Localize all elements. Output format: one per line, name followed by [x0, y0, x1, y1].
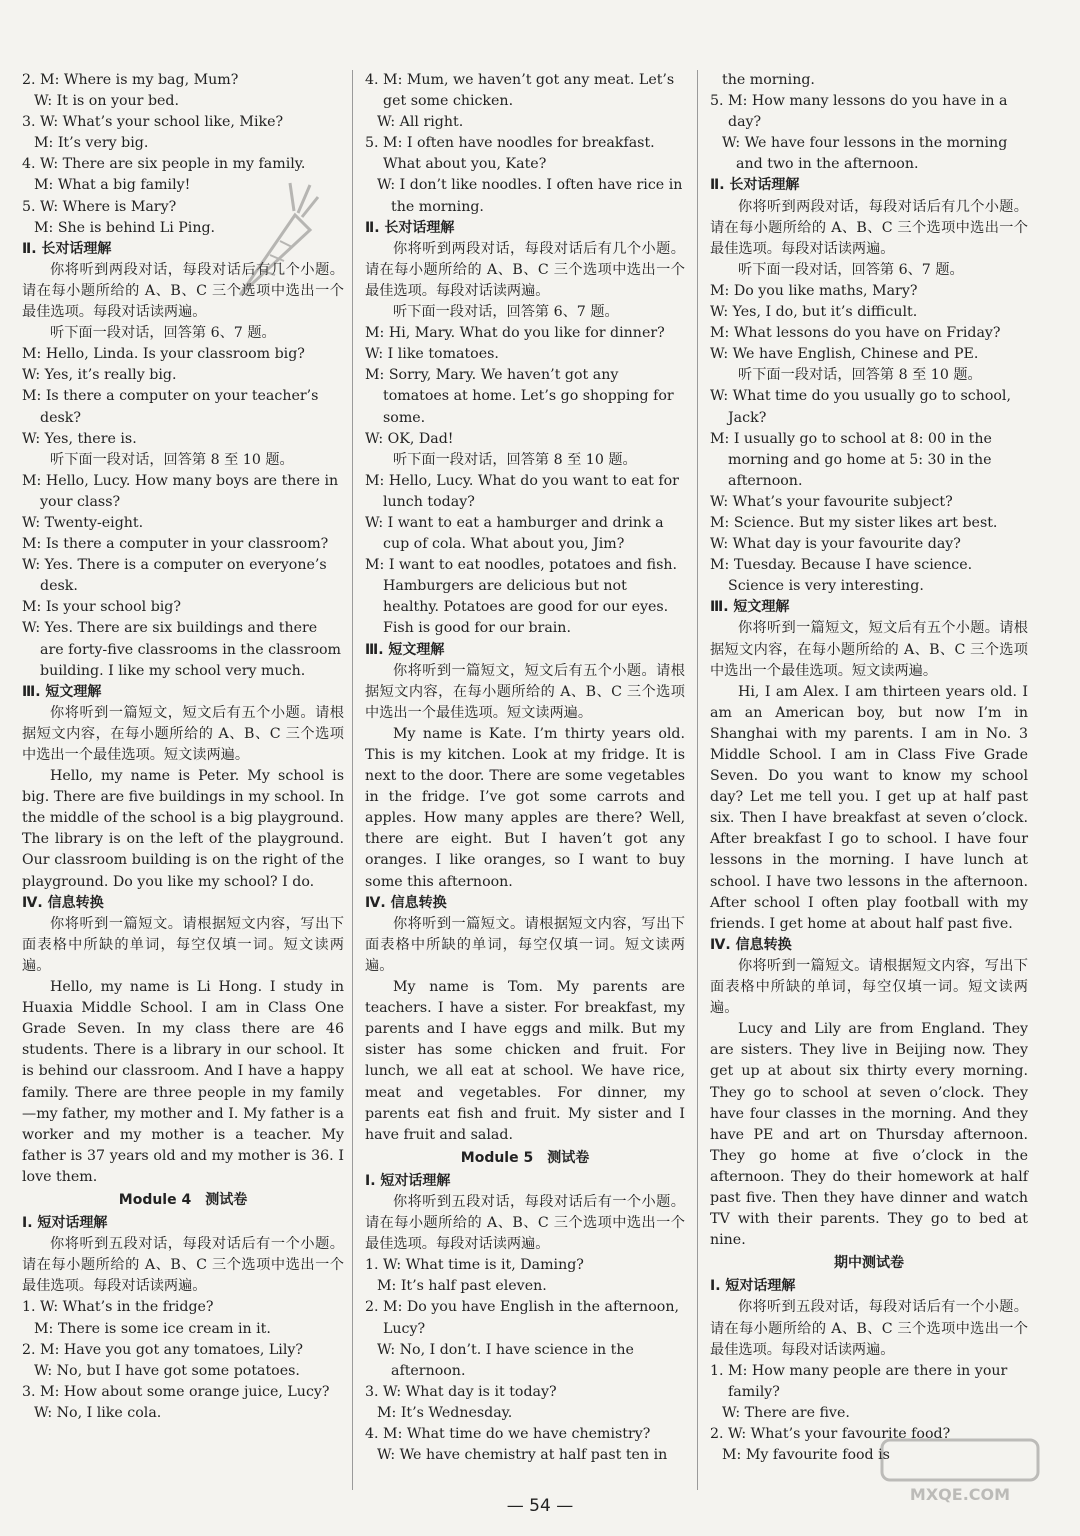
- section-heading: Ⅱ. 长对话理解: [22, 240, 112, 257]
- section-heading: Ⅰ. 短对话理解: [22, 1215, 108, 1232]
- text-line: W: Yes. There is a computer on everyone’s desk.: [22, 557, 327, 595]
- text-line: W: No, but I have got some potatoes.: [34, 1362, 300, 1379]
- section-heading: Ⅳ. 信息转换: [365, 894, 447, 911]
- text-line: W: We have English, Chinese and PE.: [710, 346, 979, 363]
- text-line: W: We have four lessons in the morning and two in the afternoon.: [722, 135, 1008, 173]
- text-line: 3. M: How about some orange juice, Lucy?: [22, 1383, 330, 1400]
- text-line: 你将听到五段对话，每段对话后有一个小题。请在每小题所给的 A、B、C 三个选项中选出一个最佳选项。每段对话读两遍。: [365, 1193, 685, 1253]
- text-line: 你将听到一篇短文。请根据短文内容，写出下面表格中所缺的单词，每空仅填一词。短文读两遍。: [710, 957, 1028, 1017]
- column-divider: [352, 70, 353, 1490]
- text-line: W: Yes, it’s really big.: [22, 367, 177, 384]
- text-line: 2. M: Do you have English in the afternoon, Lucy?: [365, 1299, 679, 1337]
- text-line: M: Tuesday. Because I have science. Science is very interesting.: [710, 557, 973, 595]
- text-line: 听下面一段对话，回答第 8 至 10 题。: [50, 451, 294, 468]
- text-line: M: I want to eat noodles, potatoes and fish. Hamburgers are delicious but not healthy. Potatoes are good for our eyes. Fish is good for our brain.: [365, 557, 678, 637]
- text-line: W: No, I don’t. I have science in the afternoon.: [377, 1341, 634, 1379]
- section-heading: Ⅳ. 信息转换: [22, 894, 104, 911]
- text-line: 听下面一段对话，回答第 8 至 10 题。: [393, 451, 637, 468]
- text-line: W: What’s your favourite subject?: [710, 493, 953, 510]
- text-line: W: All right.: [377, 114, 464, 131]
- text-line: W: Yes. There are six buildings and there are forty-five classrooms in the classroom building. I like my school very much.: [22, 620, 341, 679]
- text-line: 听下面一段对话，回答第 6、7 题。: [393, 304, 619, 321]
- text-line: M: I usually go to school at 8: 00 in the morning and go home at 5: 30 in the afternoon.: [710, 430, 992, 489]
- text-line: 2. M: Where is my bag, Mum?: [22, 72, 239, 88]
- text-line: Lucy and Lily are from England. They are sisters. They live in Beijing now. They get up at about six thirty every morning. They go to school at seven o’clock. They have four classes in the morning. And they have PE and art on Thursday afternoon. They go home at five o’clock in the afternoon. They do their homework at half past five. Then they have dinner and watch TV with their parents. They go to bed at nine.: [710, 1021, 1028, 1249]
- text-line: M: It’s very big.: [34, 135, 149, 152]
- text-line: W: There are five.: [722, 1404, 850, 1421]
- site-watermark-logo: [880, 1436, 1040, 1506]
- text-line: 3. W: What day is it today?: [365, 1383, 557, 1400]
- text-line: 你将听到一篇短文，短文后有五个小题。请根据短文内容，在每小题所给的 A、B、C 三个选项中选出一个最佳选项。短文读两遍。: [22, 704, 344, 763]
- text-line: Hello, my name is Peter. My school is big. There are five buildings in my school. In the middle of the school is a big playground. The library is on the left of the playground. Our classroom building is on the right of the playground. Do you like my school? I do.: [22, 768, 344, 890]
- section-heading: Ⅲ. 短文理解: [365, 641, 445, 658]
- text-line: Hello, my name is Li Hong. I study in Huaxia Middle School. I am in Class One Grade Seven. In my class there are 46 students. There is a library in our school. It is behind our classroom. And I have a happy family. There are three people in my family—my father, my mother and I. My father is a worker and my mother is a teacher. My father is 37 years old and my mother is 36. I love them.: [22, 979, 344, 1185]
- text-line: 1. M: How many people are there in your family?: [710, 1362, 1008, 1400]
- section-heading: Ⅱ. 长对话理解: [710, 177, 800, 194]
- text-line: 你将听到两段对话，每段对话后有几个小题。请在每小题所给的 A、B、C 三个选项中选出一个最佳选项。每段对话读两遍。: [710, 198, 1028, 257]
- section-heading: Ⅰ. 短对话理解: [365, 1172, 451, 1189]
- text-line: M: Do you like maths, Mary?: [710, 282, 918, 299]
- text-line: W: It is on your bed.: [34, 93, 180, 110]
- section-heading: Ⅲ. 短文理解: [22, 683, 102, 700]
- text-line: M: What a big family!: [34, 177, 191, 194]
- text-line: M: Hello, Lucy. How many boys are there in your class?: [22, 472, 339, 510]
- module-title: Module 4 测试卷: [118, 1191, 248, 1208]
- text-line: Hi, I am Alex. I am thirteen years old. I am an American boy, but now I’m in Shanghai with my parents. I am in No. 3 Middle School. I am in Class Five Grade Seven. Do you want to know my school day? Let me tell you. I get up at half past six. Then I have breakfast at seven o’clock. After breakfast I go to school. I have four lessons in the morning. I have lunch at school. I have two lessons in the afternoon. After school I often play football with my friends. I get home at about half past five.: [710, 683, 1028, 932]
- text-line: 你将听到一篇短文。请根据短文内容，写出下面表格中所缺的单词，每空仅填一词。短文读两遍。: [365, 915, 685, 974]
- text-line: My name is Kate. I’m thirty years old. This is my kitchen. Look at my fridge. It is next to the door. There are some vegetables in the fridge. I’ve got some carrots and apples. How many apples are there? Well, there are eight. But I haven’t got any oranges. I like oranges, so I want to buy some this afternoon.: [365, 725, 685, 890]
- text-line: 你将听到五段对话，每段对话后有一个小题。请在每小题所给的 A、B、C 三个选项中选出一个最佳选项。每段对话读两遍。: [710, 1299, 1028, 1358]
- text-line: My name is Tom. My parents are teachers. I have a sister. For breakfast, my parents and I have eggs and milk. But my sister has some chicken and fruit. For lunch, we all eat at school. We have rice, meat and vegetables. For dinner, my parents eat fish and fruit. My sister and I have fruit and salad.: [365, 979, 685, 1143]
- text-line: 你将听到一篇短文。请根据短文内容，写出下面表格中所缺的单词，每空仅填一词。短文读两遍。: [22, 915, 344, 974]
- text-line: 5. W: Where is Mary?: [22, 198, 177, 215]
- text-line: 听下面一段对话，回答第 8 至 10 题。: [738, 367, 982, 384]
- section-heading: Ⅱ. 长对话理解: [365, 219, 455, 236]
- text-line: W: I want to eat a hamburger and drink a cup of cola. What about you, Jim?: [365, 514, 664, 553]
- section-heading: Ⅲ. 短文理解: [710, 599, 790, 616]
- text-line: W: Yes, I do, but it’s difficult.: [710, 304, 918, 321]
- section-heading: Ⅳ. 信息转换: [710, 936, 792, 953]
- text-line: 你将听到两段对话，每段对话后有几个小题。请在每小题所给的 A、B、C 三个选项中选出一个最佳选项。每段对话读两遍。: [22, 261, 344, 321]
- text-line: W: What day is your favourite day?: [710, 536, 961, 553]
- text-line: W: Twenty-eight.: [22, 514, 144, 531]
- text-line: M: Sorry, Mary. We haven’t got any tomatoes at home. Let’s go shopping for some.: [365, 367, 674, 426]
- carrot-watermark-icon: [220, 175, 320, 305]
- column-divider: [697, 70, 698, 1490]
- text-line: W: I don’t like noodles. I often have rice in the morning.: [377, 177, 683, 215]
- module-title: 期中测试卷: [834, 1255, 904, 1272]
- text-line: 你将听到五段对话，每段对话后有一个小题。请在每小题所给的 A、B、C 三个选项中选出一个最佳选项。每段对话读两遍。: [22, 1236, 344, 1295]
- text-line: 听下面一段对话，回答第 6、7 题。: [738, 261, 964, 278]
- svg-text:MXQE.COM: MXQE.COM: [909, 1485, 1011, 1504]
- text-line: 4. W: There are six people in my family.: [22, 156, 306, 173]
- text-line: M: Hello, Linda. Is your classroom big?: [22, 346, 305, 363]
- text-line: 2. W: What’s your favourite food?: [710, 1426, 951, 1442]
- text-line: W: I like tomatoes.: [365, 346, 499, 363]
- text-line: W: No, I like cola.: [34, 1404, 162, 1421]
- text-line: 你将听到两段对话，每段对话后有几个小题。请在每小题所给的 A、B、C 三个选项中选出一个最佳选项。每段对话读两遍。: [365, 240, 685, 299]
- text-line: M: It’s Wednesday.: [377, 1404, 513, 1421]
- text-line: 5. M: I often have noodles for breakfast. What about you, Kate?: [365, 135, 655, 173]
- text-line: W: What time do you usually go to school, Jack?: [710, 388, 1011, 426]
- text-line: M: Hi, Mary. What do you like for dinner?: [365, 325, 665, 342]
- text-line: 3. W: What’s your school like, Mike?: [22, 114, 284, 131]
- text-line: 4. M: Mum, we haven’t got any meat. Let’s get some chicken.: [365, 72, 675, 110]
- module-title: Module 5 测试卷: [460, 1149, 590, 1166]
- text-line: M: It’s half past eleven.: [377, 1278, 547, 1295]
- text-line: M: What lessons do you have on Friday?: [710, 325, 1001, 342]
- text-line: M: She is behind Li Ping.: [34, 219, 216, 236]
- column-3: [710, 70, 1028, 1466]
- text-line: M: Is there a computer in your classroom?: [22, 536, 329, 553]
- text-line: M: Is your school big?: [22, 599, 181, 616]
- column-2: [365, 70, 685, 1466]
- text-line: M: There is some ice cream in it.: [34, 1320, 271, 1337]
- text-line: 1. W: What’s in the fridge?: [22, 1299, 214, 1316]
- text-line: the morning.: [722, 72, 815, 88]
- text-line: M: Is there a computer on your teacher’s desk?: [22, 388, 319, 426]
- text-line: W: Yes, there is.: [22, 430, 137, 447]
- text-line: 4. M: What time do we have chemistry?: [365, 1426, 651, 1442]
- text-line: 你将听到一篇短文，短文后有五个小题。请根据短文内容，在每小题所给的 A、B、C 三个选项中选出一个最佳选项。短文读两遍。: [710, 620, 1028, 679]
- text-line: W: We have chemistry at half past ten in: [377, 1447, 668, 1464]
- text-line: 2. M: Have you got any tomatoes, Lily?: [22, 1341, 303, 1358]
- text-line: W: OK, Dad!: [365, 430, 454, 447]
- text-line: 听下面一段对话，回答第 6、7 题。: [50, 325, 276, 342]
- text-line: 你将听到一篇短文，短文后有五个小题。请根据短文内容，在每小题所给的 A、B、C 三个选项中选出一个最佳选项。短文读两遍。: [365, 662, 685, 721]
- text-line: M: My favourite food is: [722, 1447, 890, 1464]
- page-number: — 54 —: [506, 1496, 574, 1516]
- text-line: M: Science. But my sister likes art best.: [710, 514, 998, 531]
- text-line: 5. M: How many lessons do you have in a day?: [710, 93, 1008, 131]
- text-line: M: Hello, Lucy. What do you want to eat for lunch today?: [365, 472, 679, 510]
- section-heading: Ⅰ. 短对话理解: [710, 1278, 796, 1295]
- text-line: 1. W: What time is it, Daming?: [365, 1257, 584, 1274]
